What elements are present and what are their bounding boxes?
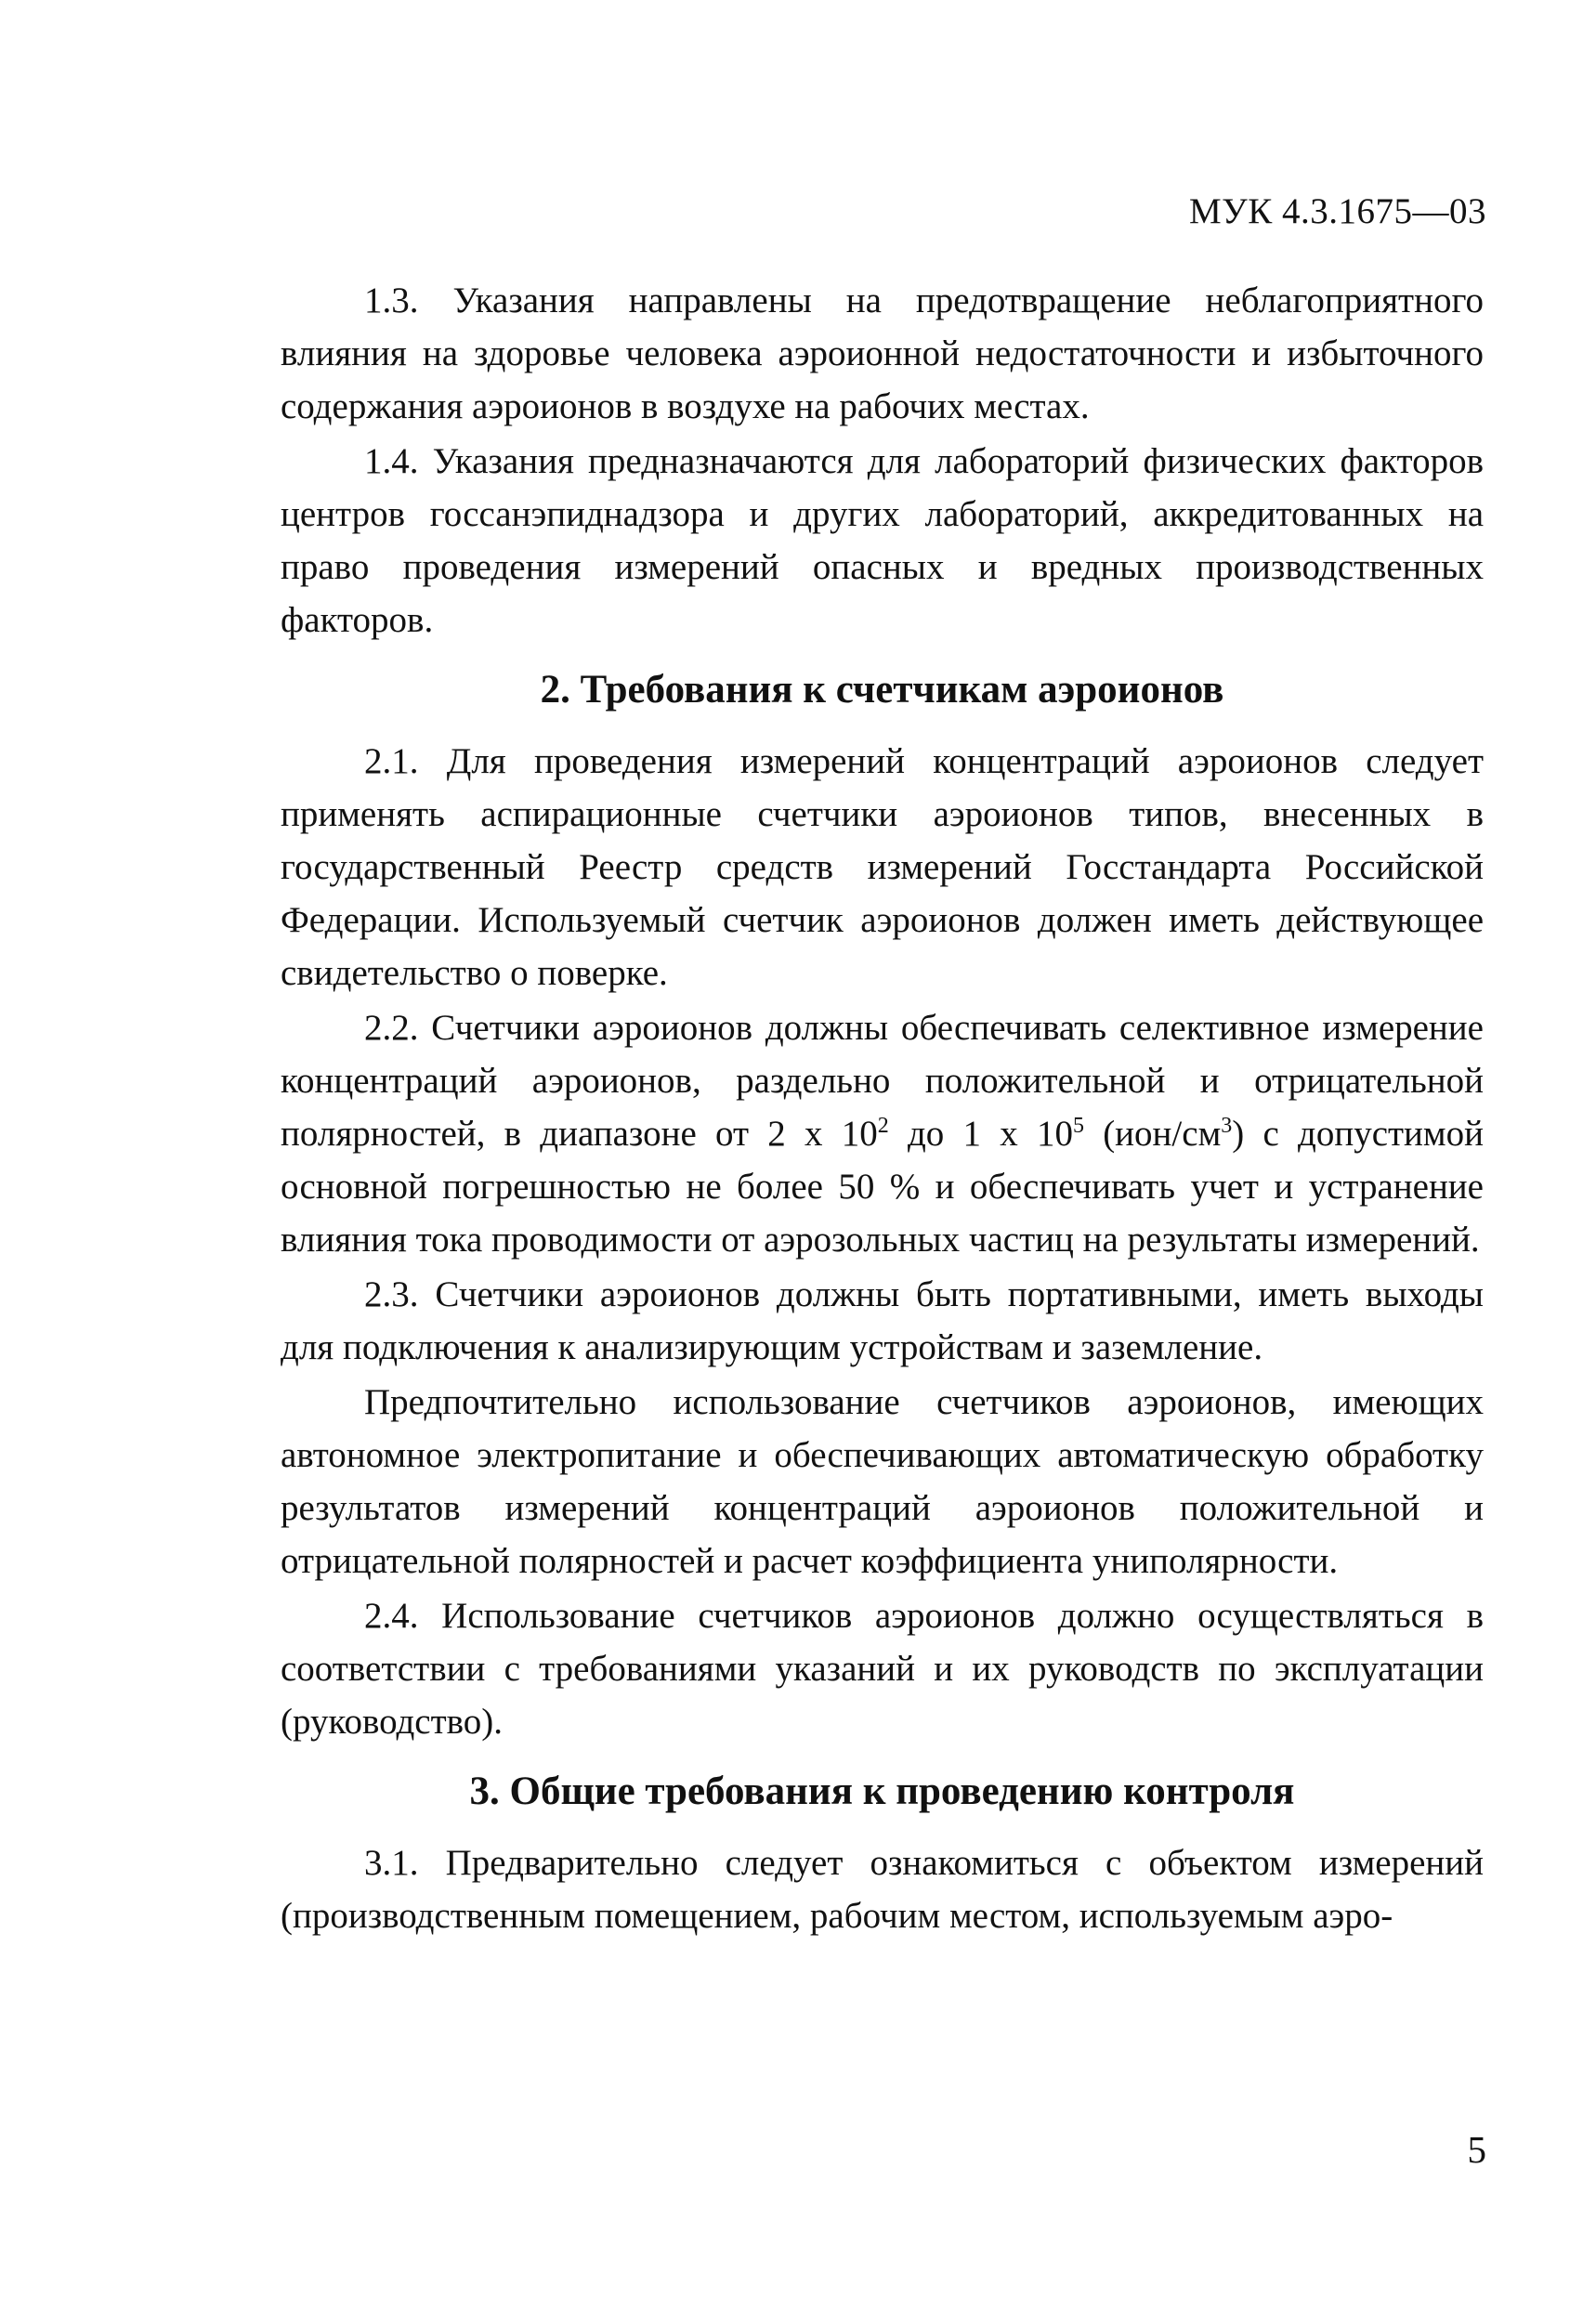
paragraph-2-1: 2.1. Для проведения измерений концентраций аэроионов следует применять аспирационные счетчики аэроионов типов, внесенных в государственный Реестр средств измерений Госстандарта Российской Федерации. Используемый счетчик аэроионов должен иметь действующее свидетельство о поверке. [281,741,1484,993]
paragraph-3-1: 3.1. Предварительно следует ознакомиться с объектом измерений (производственным помещением, рабочим местом, используемым аэро- [281,1843,1484,1936]
paragraph-2-2 [281,1001,1484,1266]
exponent-3: 3 [1221,1114,1233,1138]
paragraph-2-2-text-c: (ион/см [1083,1114,1222,1154]
section-2-heading: 2. Требования к счетчикам аэроионов [540,668,1224,712]
paragraph-2-3: 2.3. Счетчики аэроионов должны быть портативными, иметь выходы для подключения к анализирующим устройствам и заземление. [281,1274,1484,1367]
paragraph-2-2-text-d: ) с допустимой основной погрешностью не более 50 % и обеспечивать учет и устранение влияния тока проводимости от аэрозольных частиц на результаты измерений. [281,1114,1484,1260]
paragraph-2-4: 2.4. Использование счетчиков аэроионов должно осуществляться в соответствии с требованиями указаний и их руководств по эксплуатации (руководство). [281,1596,1484,1742]
section-3-heading: 3. Общие требования к проведению контроля [469,1770,1295,1813]
paragraph-2-2-text-a: 2.2. Счетчики аэроионов должны обеспечивать селективное измерение концентраций аэроионов, раздельно положительной и отрицательной полярностей, в диапазоне от 2 х 10 [281,1008,1484,1154]
paragraph-2-2-text-b: до 1 х 10 [888,1114,1073,1154]
page-number: 5 [1467,2128,1486,2171]
document-code: МУК 4.3.1675—03 [1188,191,1486,231]
exponent-2: 2 [877,1114,889,1138]
page-body [281,274,1484,1944]
paragraph-2-3-continued: Предпочтительно использование счетчиков аэроионов, имеющих автономное электропитание и обеспечивающих автоматическую обработку результатов измерений концентраций аэроионов положительной и отрицательной полярностей и расчет коэффициента униполярности. [281,1382,1484,1581]
exponent-5: 5 [1072,1114,1084,1138]
paragraph-1-4: 1.4. Указания предназначаются для лабораторий физических факторов центров госсанэпиднадзора и других лабораторий, аккредитованных на право проведения измерений опасных и вредных производственных факторов. [281,441,1484,640]
paragraph-1-3: 1.3. Указания направлены на предотвращение неблагоприятного влияния на здоровье человека аэроионной недостаточности и избыточного содержания аэроионов в воздухе на рабочих местах. [281,281,1484,426]
